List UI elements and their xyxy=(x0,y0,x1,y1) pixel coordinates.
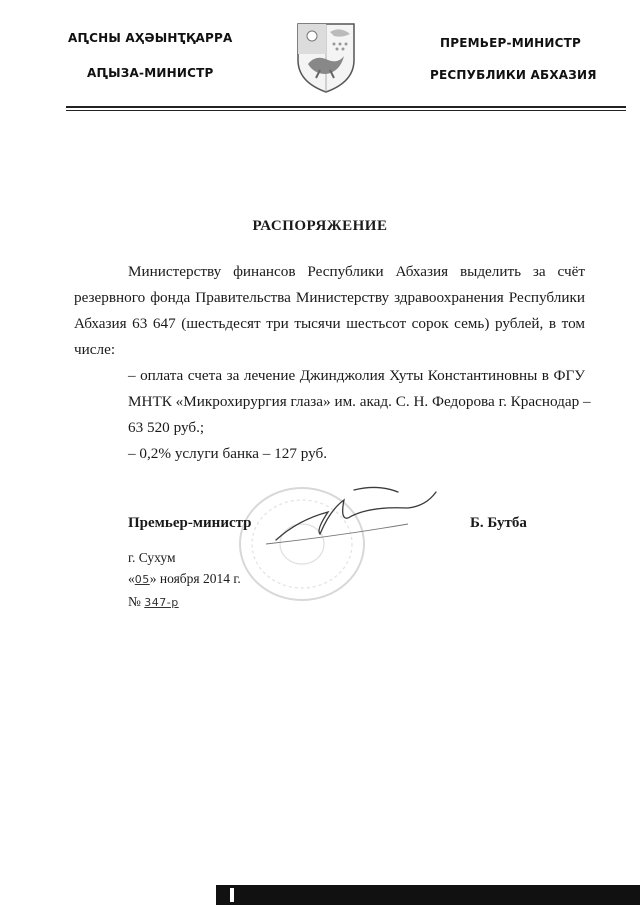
number-label: № xyxy=(128,594,141,609)
scan-edge xyxy=(216,885,640,905)
paragraph-line: числе: xyxy=(74,341,116,358)
list-item-line: – 0,2% услуги банка – 127 руб. xyxy=(128,445,328,462)
paragraph-line: Министерству финансов Республики Абхазия выделить за счёт xyxy=(128,263,585,280)
header-right-line1: ПРЕМЬЕР-МИНИСТР xyxy=(440,36,581,50)
signatory-position: Премьер-министр xyxy=(128,515,252,531)
number-line xyxy=(128,594,179,610)
list-item-line: МНТК «Микрохирургия глаза» им. акад. С. Н. Федорова г. Краснодар – xyxy=(128,393,591,410)
header-right-line2: РЕСПУБЛИКИ АБХАЗИЯ xyxy=(430,68,597,82)
header-rule-thin xyxy=(66,110,626,111)
header-left-line2: АԤЫЗА-МИНИСТР xyxy=(87,66,214,80)
list-item-line: 63 520 руб.; xyxy=(128,419,205,436)
date-rest: » ноября 2014 г. xyxy=(149,571,241,586)
paragraph-line: резервного фонда Правительства Министерству здравоохранения Республики xyxy=(74,289,585,306)
header-left-line1: АԤСНЫ АҲӘЫНҬҚАРРА xyxy=(68,31,233,45)
list-item-line: – оплата счета за лечение Джинджолия Хуты Константиновны в ФГУ xyxy=(128,367,585,384)
date-quote-open: « xyxy=(128,571,135,586)
date-day: 05 xyxy=(134,573,150,586)
paragraph-line: Абхазия 63 647 (шестьдесят три тысячи шестьсот сорок семь) рублей, в том xyxy=(74,315,585,332)
signature-icon xyxy=(258,470,448,550)
city: г. Сухум xyxy=(128,550,176,565)
header-rule xyxy=(66,106,626,108)
signatory-name: Б. Бутба xyxy=(470,515,527,531)
number-value: 347-р xyxy=(144,596,179,609)
scan-edge-mark xyxy=(230,888,234,902)
date-line xyxy=(128,571,241,587)
document-title: РАСПОРЯЖЕНИЕ xyxy=(252,218,388,234)
coat-of-arms-icon xyxy=(294,20,358,94)
